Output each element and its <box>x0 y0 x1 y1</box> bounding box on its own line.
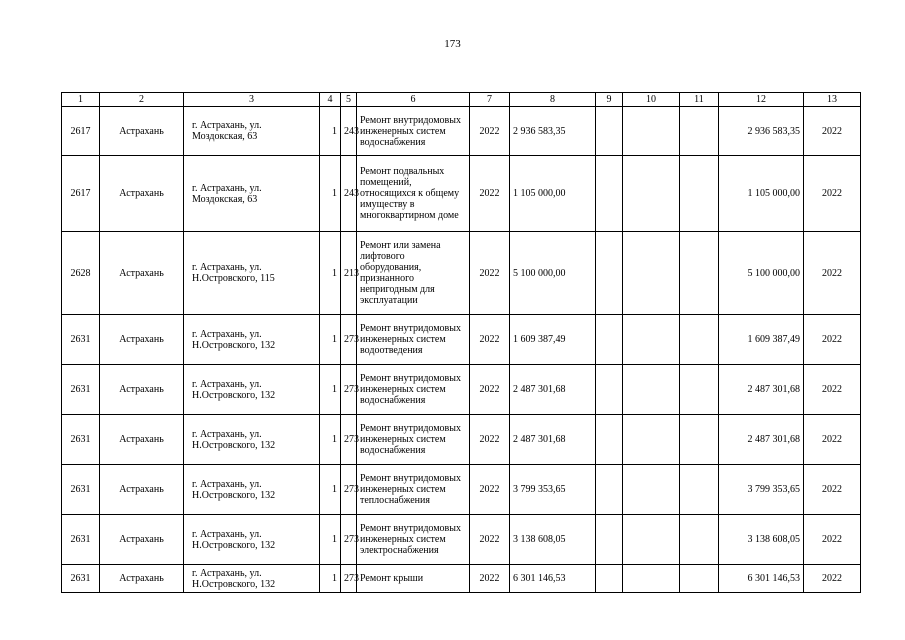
row-year: 2022 <box>470 156 510 232</box>
row-col5: 213 <box>341 232 357 315</box>
column-header: 12 <box>719 93 804 107</box>
row-work-type: Ремонт внутридомовых инженерных систем водоснабжения <box>357 415 470 465</box>
address-line-1: г. Астрахань, ул. <box>192 262 262 273</box>
row-sum: 6 301 146,53 <box>510 565 596 593</box>
row-sum: 2 487 301,68 <box>510 365 596 415</box>
address-line-1: г. Астрахань, ул. <box>192 120 262 131</box>
address-line-1: г. Астрахань, ул. <box>192 328 262 340</box>
address-line-1: г. Астрахань, ул. <box>192 182 262 194</box>
column-header: 9 <box>596 93 623 107</box>
row-id: 2631 <box>62 515 100 565</box>
row-id: 2631 <box>62 465 100 515</box>
address-line-1: г. Астрахань, ул. <box>192 528 262 540</box>
row-col10 <box>623 415 680 465</box>
row-work-type: Ремонт внутридомовых инженерных систем электроснабжения <box>357 515 470 565</box>
row-col4: 1 <box>320 365 341 415</box>
row-year: 2022 <box>470 465 510 515</box>
address-line-1: г. Астрахань, ул. <box>192 378 262 390</box>
row-col5: 243 <box>341 156 357 232</box>
address-line-2: Н.Островского, 132 <box>192 578 276 590</box>
row-col5: 273 <box>341 315 357 365</box>
row-end-year: 2022 <box>804 107 861 156</box>
column-header: 4 <box>320 93 341 107</box>
row-year: 2022 <box>470 415 510 465</box>
row-year: 2022 <box>470 515 510 565</box>
row-col10 <box>623 565 680 593</box>
row-work-type: Ремонт крыши <box>357 565 470 593</box>
row-id: 2631 <box>62 415 100 465</box>
column-header: 6 <box>357 93 470 107</box>
row-col9 <box>596 415 623 465</box>
table-row <box>62 156 861 232</box>
row-city: Астрахань <box>100 565 184 593</box>
row-address <box>184 415 320 465</box>
row-col9 <box>596 465 623 515</box>
row-address <box>184 465 320 515</box>
row-col4: 1 <box>320 515 341 565</box>
address-line-2: Н.Островского, 115 <box>192 273 275 284</box>
row-col4: 1 <box>320 465 341 515</box>
row-city: Астрахань <box>100 315 184 365</box>
row-total: 1 105 000,00 <box>719 156 804 232</box>
row-total: 1 609 387,49 <box>719 315 804 365</box>
row-id: 2631 <box>62 565 100 593</box>
row-sum: 1 609 387,49 <box>510 315 596 365</box>
row-end-year: 2022 <box>804 465 861 515</box>
row-end-year: 2022 <box>804 415 861 465</box>
capital-repair-table <box>61 92 861 593</box>
row-col5: 273 <box>341 365 357 415</box>
row-year: 2022 <box>470 565 510 593</box>
address-line-2: Н.Островского, 132 <box>192 389 276 401</box>
address-line-2: Н.Островского, 132 <box>192 489 276 501</box>
address-line-2: Н.Островского, 132 <box>192 439 276 451</box>
row-city: Астрахань <box>100 107 184 156</box>
row-col10 <box>623 465 680 515</box>
row-work-type: Ремонт внутридомовых инженерных систем водоснабжения <box>357 107 470 156</box>
row-city: Астрахань <box>100 365 184 415</box>
row-city: Астрахань <box>100 156 184 232</box>
row-work-type: Ремонт подвальных помещений, относящихся к общему имуществу в многоквартирном доме <box>357 156 470 232</box>
row-col5: 273 <box>341 465 357 515</box>
row-year: 2022 <box>470 107 510 156</box>
column-header: 10 <box>623 93 680 107</box>
row-work-type: Ремонт или замена лифтового оборудования, признанного непригодным для эксплуатации <box>357 232 470 315</box>
row-sum: 5 100 000,00 <box>510 232 596 315</box>
row-col4: 1 <box>320 415 341 465</box>
row-sum: 2 936 583,35 <box>510 107 596 156</box>
table-row <box>62 465 861 515</box>
row-work-type: Ремонт внутридомовых инженерных систем водоотведения <box>357 315 470 365</box>
address-line-1: г. Астрахань, ул. <box>192 567 262 579</box>
row-col5: 273 <box>341 565 357 593</box>
row-col11 <box>680 565 719 593</box>
column-header: 3 <box>184 93 320 107</box>
column-header: 7 <box>470 93 510 107</box>
row-col11 <box>680 415 719 465</box>
row-total: 3 138 608,05 <box>719 515 804 565</box>
row-city: Астрахань <box>100 232 184 315</box>
row-col9 <box>596 565 623 593</box>
row-city: Астрахань <box>100 465 184 515</box>
row-col11 <box>680 232 719 315</box>
row-id: 2631 <box>62 365 100 415</box>
column-header: 1 <box>62 93 100 107</box>
address-line-2: Н.Островского, 132 <box>192 339 276 351</box>
row-col11 <box>680 515 719 565</box>
row-col9 <box>596 315 623 365</box>
table-row <box>62 415 861 465</box>
row-address <box>184 515 320 565</box>
row-address <box>184 565 320 593</box>
table-row <box>62 315 861 365</box>
row-col4: 1 <box>320 156 341 232</box>
row-col9 <box>596 107 623 156</box>
row-sum: 1 105 000,00 <box>510 156 596 232</box>
table-row <box>62 232 861 315</box>
row-address <box>184 365 320 415</box>
row-col10 <box>623 365 680 415</box>
row-col5: 273 <box>341 415 357 465</box>
row-total: 2 487 301,68 <box>719 415 804 465</box>
table-row <box>62 107 861 156</box>
row-col4: 1 <box>320 107 341 156</box>
row-address <box>184 232 320 315</box>
row-col11 <box>680 465 719 515</box>
row-end-year: 2022 <box>804 515 861 565</box>
row-col9 <box>596 156 623 232</box>
row-sum: 3 138 608,05 <box>510 515 596 565</box>
row-col10 <box>623 232 680 315</box>
page-number: 173 <box>444 38 461 50</box>
row-id: 2617 <box>62 107 100 156</box>
row-work-type: Ремонт внутридомовых инженерных систем теплоснабжения <box>357 465 470 515</box>
address-line-1: г. Астрахань, ул. <box>192 428 262 440</box>
row-col10 <box>623 515 680 565</box>
row-end-year: 2022 <box>804 365 861 415</box>
column-header: 8 <box>510 93 596 107</box>
row-total: 6 301 146,53 <box>719 565 804 593</box>
row-work-type: Ремонт внутридомовых инженерных систем водоснабжения <box>357 365 470 415</box>
row-address <box>184 107 320 156</box>
row-end-year: 2022 <box>804 156 861 232</box>
column-header: 11 <box>680 93 719 107</box>
row-total: 5 100 000,00 <box>719 232 804 315</box>
column-header: 13 <box>804 93 861 107</box>
row-end-year: 2022 <box>804 232 861 315</box>
table-row <box>62 565 861 593</box>
row-col9 <box>596 232 623 315</box>
row-col4: 1 <box>320 565 341 593</box>
row-col9 <box>596 515 623 565</box>
row-col5: 243 <box>341 107 357 156</box>
column-header: 5 <box>341 93 357 107</box>
row-sum: 3 799 353,65 <box>510 465 596 515</box>
table-row <box>62 365 861 415</box>
row-address <box>184 315 320 365</box>
row-col11 <box>680 365 719 415</box>
row-col4: 1 <box>320 315 341 365</box>
address-line-2: Н.Островского, 132 <box>192 539 276 551</box>
row-col9 <box>596 365 623 415</box>
row-year: 2022 <box>470 232 510 315</box>
row-city: Астрахань <box>100 415 184 465</box>
address-line-2: Моздокская, 63 <box>192 193 258 205</box>
row-col5: 273 <box>341 515 357 565</box>
row-col10 <box>623 315 680 365</box>
row-col11 <box>680 156 719 232</box>
row-id: 2628 <box>62 232 100 315</box>
row-total: 2 487 301,68 <box>719 365 804 415</box>
row-col11 <box>680 315 719 365</box>
row-id: 2631 <box>62 315 100 365</box>
row-total: 2 936 583,35 <box>719 107 804 156</box>
column-header: 2 <box>100 93 184 107</box>
table-row <box>62 515 861 565</box>
address-line-1: г. Астрахань, ул. <box>192 478 262 490</box>
row-city: Астрахань <box>100 515 184 565</box>
row-col10 <box>623 156 680 232</box>
row-end-year: 2022 <box>804 315 861 365</box>
row-address <box>184 156 320 232</box>
address-line-2: Моздокская, 63 <box>192 131 258 142</box>
row-year: 2022 <box>470 365 510 415</box>
row-sum: 2 487 301,68 <box>510 415 596 465</box>
row-id: 2617 <box>62 156 100 232</box>
row-end-year: 2022 <box>804 565 861 593</box>
header-row <box>62 93 861 107</box>
row-col11 <box>680 107 719 156</box>
table-body <box>62 107 861 593</box>
row-col4: 1 <box>320 232 341 315</box>
row-total: 3 799 353,65 <box>719 465 804 515</box>
row-col10 <box>623 107 680 156</box>
row-year: 2022 <box>470 315 510 365</box>
